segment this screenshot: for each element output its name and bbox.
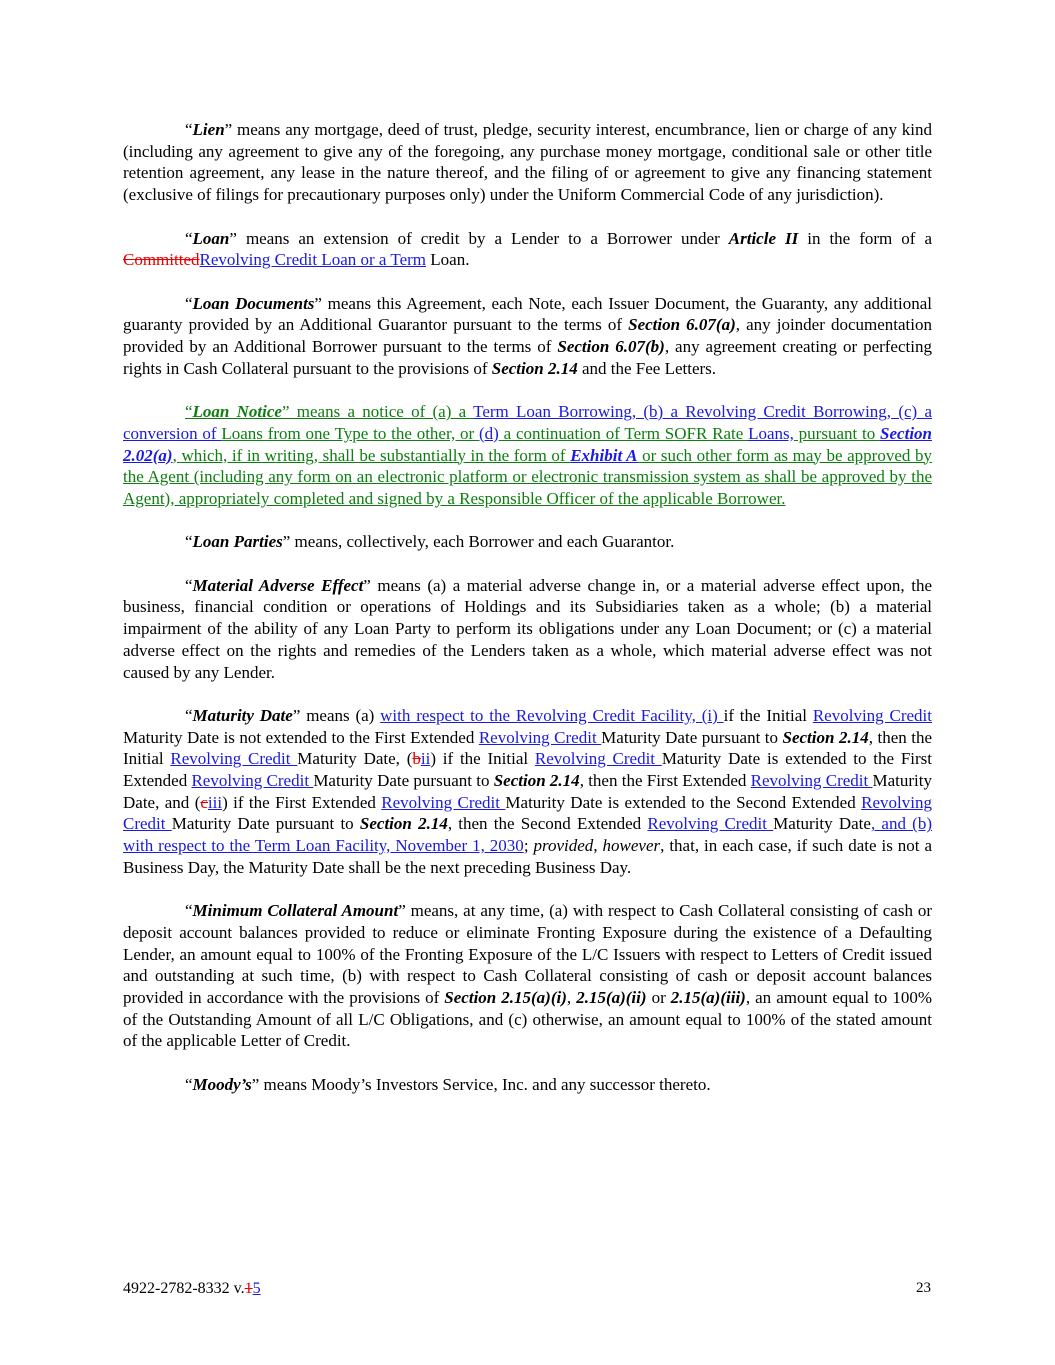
text-run: Revolving Credit	[812, 705, 932, 725]
page-footer	[123, 1278, 931, 1299]
text-run: Section 2.14	[491, 358, 578, 378]
text-run: Section 2.14	[359, 814, 448, 834]
text-run: Revolving Credit	[191, 771, 314, 790]
text-run: Material Adverse Effect	[192, 575, 364, 595]
paragraph-loan-parties	[123, 531, 932, 553]
text-run: Maturity Date is extended to the First Extended	[123, 749, 932, 790]
text-run: , then the Second Extended	[447, 814, 648, 834]
text-run: “	[185, 575, 193, 595]
text-run: Maturity Date pursuant to	[171, 814, 360, 834]
text-run: ” means any mortgage, deed of trust, pledge, security interest, encumbrance, lien or charge of any kind (including any agreement to give any of the foregoing, any purchase money mortgage, conditional sale or other title retention agreement, any lease in the nature thereof, and the filing of or agreement to give any financing statement (exclusive of filings for precautionary purposes only) under the Uniform Commercial Code of any jurisdiction).	[123, 120, 932, 205]
text-run: Maturity Date pursuant to	[601, 727, 783, 747]
text-run: Revolving Credit	[170, 749, 298, 769]
text-run: , any agreement creating or perfecting rights in Cash Collateral pursuant to the provisions of	[123, 337, 932, 378]
text-run: ” means (a) a material adverse change in, or a material adverse effect upon, the business, financial condition or operations of Holdings and its Subsidiaries taken as a whole; (b) a material impairment of the ability of any Loan Party to perform its obligations under any Loan Document; or (c) a material adverse effect on the rights and remedies of the Lenders taken as a whole, which material adverse effect was not caused by any Lender.	[123, 575, 932, 682]
text-run: Revolving Credit Loan or a Term	[199, 250, 427, 270]
text-run: ” means Moody’s Investors Service, Inc. and any successor thereto.	[251, 1074, 711, 1094]
text-run: “	[185, 1074, 193, 1094]
text-run: Committed	[123, 250, 200, 270]
text-run: 1	[244, 1280, 253, 1297]
text-run: , that, in each case, if such date is not a Business Day, the Maturity Date shall be the next preceding Business Day.	[123, 836, 933, 877]
text-run: Section 6.07(a)	[628, 315, 736, 335]
text-run: 4922-2782-8332 v.	[123, 1280, 245, 1297]
text-run: “	[185, 293, 193, 313]
text-run: Moody’s	[192, 1074, 252, 1094]
text-run: Minimum Collateral Amount	[192, 901, 399, 921]
text-run: ) if the First Extended	[222, 792, 382, 812]
text-run: Loans from one Type to the other, or	[221, 423, 479, 443]
footer-doc-id	[123, 1278, 261, 1299]
text-run: or	[646, 988, 671, 1008]
text-run: provided	[533, 836, 594, 856]
text-run: ” means an extension of credit by a Lender to a Borrower under	[229, 228, 729, 248]
text-run: pursuant to	[793, 423, 881, 443]
text-run: 5	[252, 1280, 261, 1297]
text-run: Maturity Date is extended to the Second Extended	[505, 792, 862, 812]
text-run: ;	[523, 836, 534, 856]
text-run: Section 2.14	[782, 727, 869, 747]
paragraph-material-adverse-effect	[123, 575, 932, 684]
text-run: Lien	[192, 120, 225, 139]
text-run: , any joinder documentation provided by an Additional Borrower pursuant to the terms of	[123, 315, 933, 356]
text-run: Revolving Credit	[647, 814, 774, 834]
text-run: however	[602, 836, 661, 856]
text-run: Maturity Date is not extended to the First Extended	[123, 727, 479, 747]
text-run: Loan	[192, 228, 230, 248]
text-run: and the Fee Letters.	[577, 358, 717, 378]
text-run: Revolving Credit	[381, 792, 506, 812]
text-run: Maturity Date, (	[297, 749, 413, 769]
paragraph-lien	[123, 119, 932, 206]
text-run: Maturity Date	[192, 705, 293, 725]
text-run: Section 2.15(a)(i)	[444, 988, 567, 1008]
text-run: b	[412, 749, 421, 769]
text-run: Loan Parties	[192, 532, 283, 552]
paragraph-maturity-date	[123, 705, 932, 879]
text-run: Maturity Date, and (	[123, 771, 932, 812]
text-run: in the form of a	[798, 228, 932, 248]
text-run: Maturity Date	[773, 814, 871, 834]
text-run: or such other form as may be approved by the Agent (including any form on an electronic platform or electronic transmission system as shall be approved by the Agent), appropriately completed and signed by a Responsible Officer of the applicable Borrower.	[123, 445, 932, 508]
paragraph-loan	[123, 228, 932, 271]
document-body	[123, 119, 932, 1117]
text-run: , then the Initial	[123, 727, 932, 769]
text-run: , then the First Extended	[579, 771, 751, 790]
text-run: , an amount equal to 100% of the Outstanding Amount of all L/C Obligations, and (c) otherwise, an amount equal to 100% of the stated amount of the applicable Letter of Credit.	[123, 988, 932, 1051]
text-run: “	[185, 120, 193, 139]
text-run: Revolving Credit	[478, 727, 602, 747]
text-run: (d)	[478, 423, 499, 443]
text-run: ” means a notice of (a) a	[281, 402, 474, 422]
text-run: “	[185, 402, 193, 422]
text-run: ” means, collectively, each Borrower and each Guarantor.	[282, 532, 675, 552]
text-run: “	[185, 705, 193, 725]
text-run: 2.15(a)(iii)	[670, 988, 746, 1008]
text-run: if the Initial	[723, 705, 813, 725]
paragraph-loan-documents	[123, 293, 932, 380]
text-run: ,	[566, 988, 577, 1008]
paragraph-moodys	[123, 1074, 932, 1096]
text-run: , which, if in writing, shall be substantially in the form of	[172, 445, 571, 465]
text-run: Maturity Date pursuant to	[313, 771, 494, 790]
text-run: c	[200, 792, 208, 812]
text-run: Article II	[728, 228, 799, 248]
text-run: ” means this Agreement, each Note, each Issuer Document, the Guaranty, any additional guaranty provided by an Additional Guarantor pursuant to the terms of	[123, 293, 932, 335]
text-run: Section 2.02(a)	[123, 423, 932, 465]
text-run: Loan.	[426, 250, 470, 270]
text-run: “	[185, 228, 193, 248]
text-run: ” means (a)	[292, 705, 381, 725]
text-run: , and (b) with respect to the Term Loan Facility, November 1, 2030	[123, 814, 932, 856]
text-run: Revolving Credit	[123, 792, 932, 834]
text-run: Loan Notice	[192, 402, 282, 422]
text-run: Term Loan Borrowing, (b) a Revolving Credit Borrowing, (c) a conversion of	[123, 402, 932, 443]
paragraph-loan-notice	[123, 401, 932, 510]
text-run: ,	[593, 836, 603, 856]
text-run: Loan Documents	[192, 293, 315, 313]
text-run: Section 6.07(b)	[557, 337, 665, 356]
text-run: Section 2.14	[493, 771, 580, 790]
footer-page-number: 23	[916, 1280, 931, 1296]
text-run: ) if the Initial	[430, 749, 535, 769]
text-run: Revolving Credit	[750, 771, 873, 790]
text-run: ” means, at any time, (a) with respect to Cash Collateral consisting of cash or deposit account balances provided to reduce or eliminate Fronting Exposure during the existence of a Defaulting Lender, an amount equal to 100% of the Fronting Exposure of the L/C Issuers with respect to Letters of Credit issued and outstanding at such time, (b) with respect to Cash Collateral consisting of cash or deposit account balances provided in accordance with the provisions of	[123, 901, 932, 1008]
paragraph-minimum-collateral-amount	[123, 900, 932, 1052]
text-run: “	[185, 532, 193, 552]
text-run: Exhibit A	[570, 445, 638, 465]
text-run: a continuation of Term SOFR Rate	[498, 423, 749, 443]
text-run: “	[185, 901, 193, 921]
text-run: with respect to the Revolving Credit Facility, (i)	[380, 705, 724, 725]
text-run: 2.15(a)(ii)	[576, 988, 647, 1008]
text-run: Loans,	[748, 423, 794, 443]
text-run: Revolving Credit	[534, 749, 662, 769]
text-run: ii	[420, 749, 431, 769]
text-run: iii	[207, 792, 223, 812]
